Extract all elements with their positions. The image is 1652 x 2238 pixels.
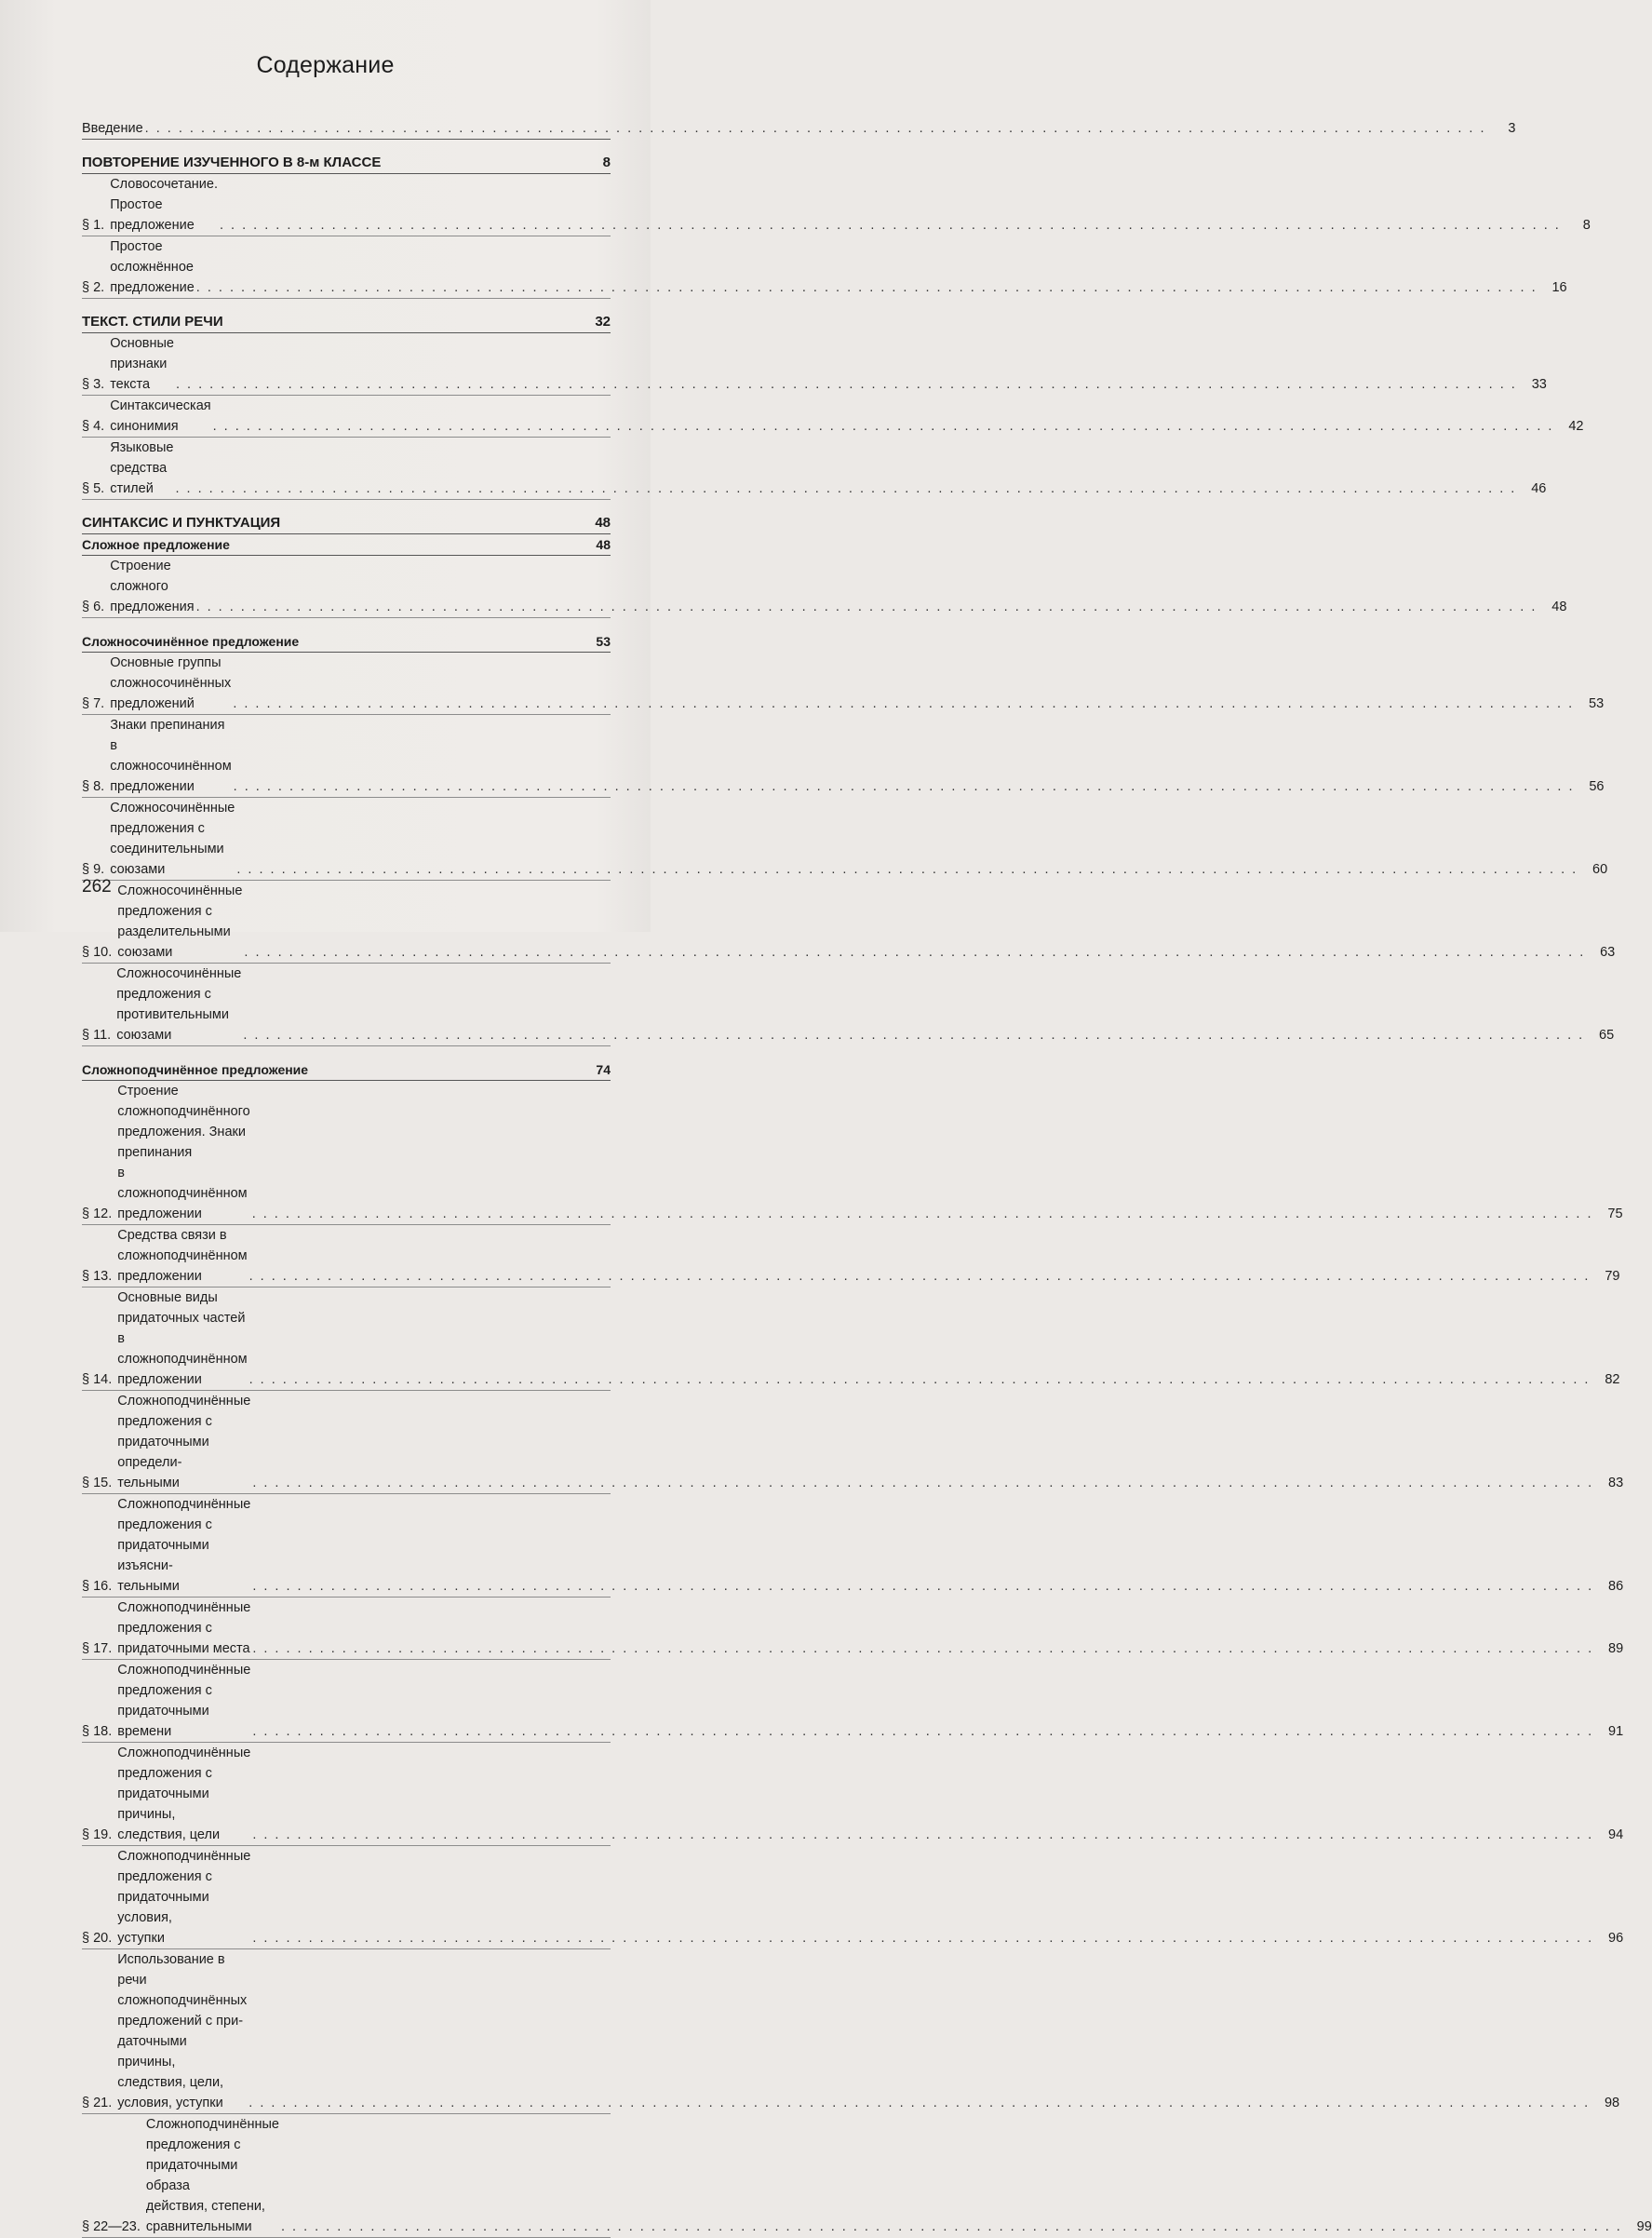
toc-page-number: 82 <box>1605 1372 1620 1387</box>
toc-entry-title: Основные виды придаточных частей в сложноподчинённом <box>117 1290 248 1367</box>
toc-entry-title: Синтаксическая синонимия <box>110 398 211 434</box>
toc-entry-number: § 2. <box>82 280 105 295</box>
toc-entry[interactable] <box>82 653 1605 715</box>
dot-leader: . . . . . . . . . . . . . . . . . . . . . . . . . . . . . . . . . . . . . . . . . . . . . . . . . . . . . . . . . . . . . . . . . . . . . . . . . . . . . . . . . . . . . . . . . . . . . . . . . . . . . . . . . . . . . . . . . . . . . . . . <box>252 1641 1594 1656</box>
dot-leader: . . . . . . . . . . . . . . . . . . . . . . . . . . . . . . . . . . . . . . . . . . . . . . . . . . . . . . . . . . . . . . . . . . . . . . . . . . . . . . . . . . . . . . . . . . . . . . . . . . . . . . . . . . . . . . . . . . . . . . . . <box>175 481 1517 496</box>
toc-entry-title: ТЕКСТ. СТИЛИ РЕЧИ <box>82 314 223 330</box>
toc-entry-title: Сложное предложение <box>82 537 230 552</box>
toc-page-number: 32 <box>595 314 611 330</box>
toc-entry-title: Сложноподчинённые предложения с придаточными образа <box>145 2117 279 2193</box>
toc-page-number: 16 <box>1551 280 1567 295</box>
toc-entry-number: § 21. <box>82 2096 113 2110</box>
toc-section <box>82 631 1616 1046</box>
toc-page-number: 8 <box>1582 218 1591 233</box>
toc-subheading[interactable] <box>82 631 611 653</box>
toc-entry[interactable] <box>82 2114 1652 2238</box>
dot-leader: . . . . . . . . . . . . . . . . . . . . . . . . . . . . . . . . . . . . . . . . . . . . . . . . . . . . . . . . . . . . . . . . . . . . . . . . . . . . . . . . . . . . . . . . . . . . . . . . . . . . . . . . . . . . . . . . . . . . . . . . <box>248 2096 1591 2110</box>
toc-entry-title: Основные группы сложносочинённых предложений <box>110 655 232 711</box>
toc-entry-number: § 12. <box>82 1207 113 1221</box>
dot-leader: . . . . . . . . . . . . . . . . . . . . . . . . . . . . . . . . . . . . . . . . . . . . . . . . . . . . . . . . . . . . . . . . . . . . . . . . . . . . . . . . . . . . . . . . . . . . . . . . . . . . . . . . . . . . . . . . . . . . . . . . <box>244 945 1586 960</box>
page-number: 262 <box>82 877 112 897</box>
toc-entry[interactable] <box>82 118 1516 140</box>
toc-entry-title: Языковые средства стилей <box>110 440 174 496</box>
dot-leader: . . . . . . . . . . . . . . . . . . . . . . . . . . . . . . . . . . . . . . . . . . . . . . . . . . . . . . . . . . . . . . . . . . . . . . . . . . . . . . . . . . . . . . . . . . . . . . . . . . . . . . . . . . . . . . . . . . . . . . . . <box>252 1579 1594 1594</box>
toc-page-number: 48 <box>596 537 611 552</box>
toc-entry-number: § 13. <box>82 1269 113 1284</box>
toc-entry-number: § 19. <box>82 1827 113 1842</box>
page-title: Содержание <box>256 52 395 78</box>
toc-entry-number: § 20. <box>82 1931 113 1946</box>
toc-subheading[interactable] <box>82 1059 611 1081</box>
toc-entry[interactable] <box>82 1081 1623 1225</box>
table-of-contents <box>82 118 1652 2238</box>
toc-entry-title: Сложносочинённые предложения с соединительными союзами <box>110 801 235 877</box>
toc-entry-title: Словосочетание. Простое предложение <box>110 177 218 233</box>
toc-entry[interactable] <box>82 1846 1624 1949</box>
toc-entry-number: § 11. <box>82 1028 112 1043</box>
toc-page-number: 65 <box>1599 1028 1615 1043</box>
toc-entry-number: § 18. <box>82 1724 113 1739</box>
toc-section <box>82 153 1591 299</box>
toc-entry-title: Сложноподчинённые предложения с придаточными места <box>117 1600 251 1656</box>
dot-leader: . . . . . . . . . . . . . . . . . . . . . . . . . . . . . . . . . . . . . . . . . . . . . . . . . . . . . . . . . . . . . . . . . . . . . . . . . . . . . . . . . . . . . . . . . . . . . . . . . . . . . . . . . . . . . . . . . . . . . . . . <box>252 1724 1594 1739</box>
toc-section <box>82 312 1584 500</box>
toc-chapter-heading[interactable] <box>82 513 611 534</box>
toc-entry-number: § 7. <box>82 696 105 711</box>
toc-entry-title: Знаки препинания в сложносочинённом предложении <box>110 718 232 794</box>
toc-entry-title: тельными <box>117 1579 180 1594</box>
toc-entry-number: § 3. <box>82 377 105 392</box>
toc-page-number: 46 <box>1531 481 1547 496</box>
toc-entry-title: Сложноподчинённые предложения с придаточными причины, <box>117 1746 251 1822</box>
toc-page-number: 91 <box>1608 1724 1624 1739</box>
dot-leader: . . . . . . . . . . . . . . . . . . . . . . . . . . . . . . . . . . . . . . . . . . . . . . . . . . . . . . . . . . . . . . . . . . . . . . . . . . . . . . . . . . . . . . . . . . . . . . . . . . . . . . . . . . . . . . . . . . . . . . . . <box>233 696 1575 711</box>
toc-page-number: 56 <box>1589 779 1605 794</box>
toc-page-number: 53 <box>596 634 611 649</box>
toc-entry[interactable] <box>82 1949 1620 2114</box>
toc-entry-number: § 22—23. <box>82 2219 141 2234</box>
toc-page-number: 63 <box>1600 945 1616 960</box>
toc-page-number: 3 <box>1508 121 1516 136</box>
toc-section <box>82 118 1516 140</box>
toc-entry[interactable] <box>82 1225 1620 1288</box>
toc-entry-title: Сложносочинённые предложения с разделительными союзами <box>117 883 243 960</box>
dot-leader: . . . . . . . . . . . . . . . . . . . . . . . . . . . . . . . . . . . . . . . . . . . . . . . . . . . . . . . . . . . . . . . . . . . . . . . . . . . . . . . . . . . . . . . . . . . . . . . . . . . . . . . . . . . . . . . . . . . . . . . . <box>195 280 1538 295</box>
toc-entry[interactable] <box>82 881 1616 964</box>
dot-leader: . . . . . . . . . . . . . . . . . . . . . . . . . . . . . . . . . . . . . . . . . . . . . . . . . . . . . . . . . . . . . . . . . . . . . . . . . . . . . . . . . . . . . . . . . . . . . . . . . . . . . . . . . . . . . . . . . . . . . . . . <box>248 1269 1591 1284</box>
toc-page-number: 79 <box>1605 1269 1620 1284</box>
toc-entry[interactable] <box>82 1598 1624 1660</box>
toc-entry-title: ПОВТОРЕНИЕ ИЗУЧЕННОГО В 8-м КЛАССЕ <box>82 155 382 170</box>
dot-leader: . . . . . . . . . . . . . . . . . . . . . . . . . . . . . . . . . . . . . . . . . . . . . . . . . . . . . . . . . . . . . . . . . . . . . . . . . . . . . . . . . . . . . . . . . . . . . . . . . . . . . . . . . . . . . . . . . . . . . . . . <box>236 862 1578 877</box>
dot-leader: . . . . . . . . . . . . . . . . . . . . . . . . . . . . . . . . . . . . . . . . . . . . . . . . . . . . . . . . . . . . . . . . . . . . . . . . . . . . . . . . . . . . . . . . . . . . . . . . . . . . . . . . . . . . . . . . . . . . . . . . <box>251 1207 1593 1221</box>
toc-entry[interactable] <box>82 964 1615 1046</box>
dot-leader: . . . . . . . . . . . . . . . . . . . . . . . . . . . . . . . . . . . . . . . . . . . . . . . . . . . . . . . . . . . . . . . . . . . . . . . . . . . . . . . . . . . . . . . . . . . . . . . . . . . . . . . . . . . . . . . . . . . . . . . . <box>252 1827 1594 1842</box>
toc-page-number: 53 <box>1589 696 1605 711</box>
dot-leader: . . . . . . . . . . . . . . . . . . . . . . . . . . . . . . . . . . . . . . . . . . . . . . . . . . . . . . . . . . . . . . . . . . . . . . . . . . . . . . . . . . . . . . . . . . . . . . . . . . . . . . . . . . . . . . . . . . . . . . . . <box>233 779 1575 794</box>
toc-page-number: 48 <box>1551 600 1567 614</box>
toc-page-number: 86 <box>1608 1579 1624 1594</box>
toc-entry-title: Введение <box>82 121 143 136</box>
toc-entry-title: СИНТАКСИС И ПУНКТУАЦИЯ <box>82 515 281 531</box>
toc-entry-title: даточными причины, следствия, цели, условия, уступки <box>117 2034 224 2110</box>
toc-chapter-heading[interactable] <box>82 153 611 174</box>
toc-entry-title: тельными <box>117 1476 180 1490</box>
toc-entry[interactable] <box>82 1391 1624 1494</box>
dot-leader: . . . . . . . . . . . . . . . . . . . . . . . . . . . . . . . . . . . . . . . . . . . . . . . . . . . . . . . . . . . . . . . . . . . . . . . . . . . . . . . . . . . . . . . . . . . . . . . . . . . . . . . . . . . . . . . . . . . . . . . . <box>144 121 1486 136</box>
toc-page-number: 99 <box>1636 2219 1652 2234</box>
toc-entry-number: § 10. <box>82 945 113 960</box>
toc-entry[interactable] <box>82 715 1605 798</box>
toc-section <box>82 1059 1652 2238</box>
toc-entry-title: Сложноподчинённые предложения с придаточными времени <box>117 1663 251 1739</box>
toc-entry[interactable] <box>82 1494 1624 1598</box>
toc-entry-number: § 14. <box>82 1372 113 1387</box>
toc-page-number: 75 <box>1607 1207 1623 1221</box>
toc-entry-title: Сложноподчинённые предложения с придаточными определи- <box>117 1394 251 1470</box>
dot-leader: . . . . . . . . . . . . . . . . . . . . . . . . . . . . . . . . . . . . . . . . . . . . . . . . . . . . . . . . . . . . . . . . . . . . . . . . . . . . . . . . . . . . . . . . . . . . . . . . . . . . . . . . . . . . . . . . . . . . . . . . <box>280 2219 1622 2234</box>
toc-entry[interactable] <box>82 798 1608 881</box>
dot-leader: . . . . . . . . . . . . . . . . . . . . . . . . . . . . . . . . . . . . . . . . . . . . . . . . . . . . . . . . . . . . . . . . . . . . . . . . . . . . . . . . . . . . . . . . . . . . . . . . . . . . . . . . . . . . . . . . . . . . . . . . <box>252 1476 1594 1490</box>
toc-entry[interactable] <box>82 396 1584 438</box>
toc-page-number: 60 <box>1592 862 1608 877</box>
toc-entry-number: § 5. <box>82 481 105 496</box>
dot-leader: . . . . . . . . . . . . . . . . . . . . . . . . . . . . . . . . . . . . . . . . . . . . . . . . . . . . . . . . . . . . . . . . . . . . . . . . . . . . . . . . . . . . . . . . . . . . . . . . . . . . . . . . . . . . . . . . . . . . . . . . <box>220 218 1561 233</box>
toc-subheading[interactable] <box>82 534 611 556</box>
toc-entry-title: Сложноподчинённые предложения с придаточными условия, <box>117 1849 251 1925</box>
toc-entry-number: § 8. <box>82 779 105 794</box>
toc-entry-title: Средства связи в сложноподчинённом предложении <box>117 1228 248 1284</box>
toc-entry-title: Строение сложноподчинённого предложения. Знаки препинания <box>117 1084 250 1160</box>
toc-entry-title: Использование в речи сложноподчинённых предложений с при- <box>117 1952 248 2029</box>
toc-entry-number: § 4. <box>82 419 105 434</box>
toc-entry-number: § 17. <box>82 1641 113 1656</box>
toc-entry[interactable] <box>82 1288 1620 1391</box>
toc-entry-title: Основные признаки текста <box>110 336 174 392</box>
toc-page-number: 74 <box>596 1062 611 1077</box>
toc-entry-title: следствия, цели <box>117 1827 221 1842</box>
dot-leader: . . . . . . . . . . . . . . . . . . . . . . . . . . . . . . . . . . . . . . . . . . . . . . . . . . . . . . . . . . . . . . . . . . . . . . . . . . . . . . . . . . . . . . . . . . . . . . . . . . . . . . . . . . . . . . . . . . . . . . . . <box>212 419 1554 434</box>
toc-page-number: 96 <box>1608 1931 1624 1946</box>
toc-chapter-heading[interactable] <box>82 312 611 333</box>
toc-entry-title: Сложноподчинённые предложения с придаточными изъясни- <box>117 1497 251 1573</box>
toc-entry[interactable] <box>82 1743 1624 1846</box>
dot-leader: . . . . . . . . . . . . . . . . . . . . . . . . . . . . . . . . . . . . . . . . . . . . . . . . . . . . . . . . . . . . . . . . . . . . . . . . . . . . . . . . . . . . . . . . . . . . . . . . . . . . . . . . . . . . . . . . . . . . . . . . <box>195 600 1538 614</box>
toc-entry-title: Сложносочинённые предложения с противительными союзами <box>116 966 242 1043</box>
toc-entry-title: действия, степени, сравнительными <box>145 2199 265 2234</box>
toc-entry-title: Простое осложнённое предложение <box>110 239 195 295</box>
dot-leader: . . . . . . . . . . . . . . . . . . . . . . . . . . . . . . . . . . . . . . . . . . . . . . . . . . . . . . . . . . . . . . . . . . . . . . . . . . . . . . . . . . . . . . . . . . . . . . . . . . . . . . . . . . . . . . . . . . . . . . . . <box>243 1028 1585 1043</box>
toc-entry-number: § 1. <box>82 218 105 233</box>
toc-page-number: 83 <box>1608 1476 1624 1490</box>
toc-entry[interactable] <box>82 174 1591 236</box>
toc-entry[interactable] <box>82 333 1547 396</box>
toc-entry-number: § 16. <box>82 1579 113 1594</box>
dot-leader: . . . . . . . . . . . . . . . . . . . . . . . . . . . . . . . . . . . . . . . . . . . . . . . . . . . . . . . . . . . . . . . . . . . . . . . . . . . . . . . . . . . . . . . . . . . . . . . . . . . . . . . . . . . . . . . . . . . . . . . . <box>252 1931 1594 1946</box>
toc-page-number: 98 <box>1604 2096 1620 2110</box>
toc-entry[interactable] <box>82 1660 1624 1743</box>
toc-page-number: 42 <box>1568 419 1584 434</box>
toc-entry-number: § 9. <box>82 862 105 877</box>
dot-leader: . . . . . . . . . . . . . . . . . . . . . . . . . . . . . . . . . . . . . . . . . . . . . . . . . . . . . . . . . . . . . . . . . . . . . . . . . . . . . . . . . . . . . . . . . . . . . . . . . . . . . . . . . . . . . . . . . . . . . . . . <box>248 1372 1591 1387</box>
toc-entry-title: в сложноподчинённом предложении <box>117 1166 248 1221</box>
toc-entry[interactable] <box>82 438 1547 500</box>
toc-entry-title: Строение сложного предложения <box>110 559 195 614</box>
toc-entry[interactable] <box>82 556 1567 618</box>
toc-entry[interactable] <box>82 236 1567 299</box>
toc-page-number: 33 <box>1531 377 1547 392</box>
toc-entry-title: Сложноподчинённое предложение <box>82 1062 309 1077</box>
toc-entry-number: § 6. <box>82 600 105 614</box>
toc-page-number: 94 <box>1608 1827 1624 1842</box>
toc-entry-title: предложении <box>117 1372 202 1387</box>
toc-page-number: 48 <box>595 515 611 531</box>
toc-section <box>82 513 1567 618</box>
toc-page-number: 8 <box>602 155 611 170</box>
toc-entry-title: уступки <box>117 1931 165 1946</box>
dot-leader: . . . . . . . . . . . . . . . . . . . . . . . . . . . . . . . . . . . . . . . . . . . . . . . . . . . . . . . . . . . . . . . . . . . . . . . . . . . . . . . . . . . . . . . . . . . . . . . . . . . . . . . . . . . . . . . . . . . . . . . . <box>176 377 1517 392</box>
toc-entry-number: § 15. <box>82 1476 113 1490</box>
toc-entry-title: Сложносочинённое предложение <box>82 634 300 649</box>
toc-page-number: 89 <box>1608 1641 1624 1656</box>
